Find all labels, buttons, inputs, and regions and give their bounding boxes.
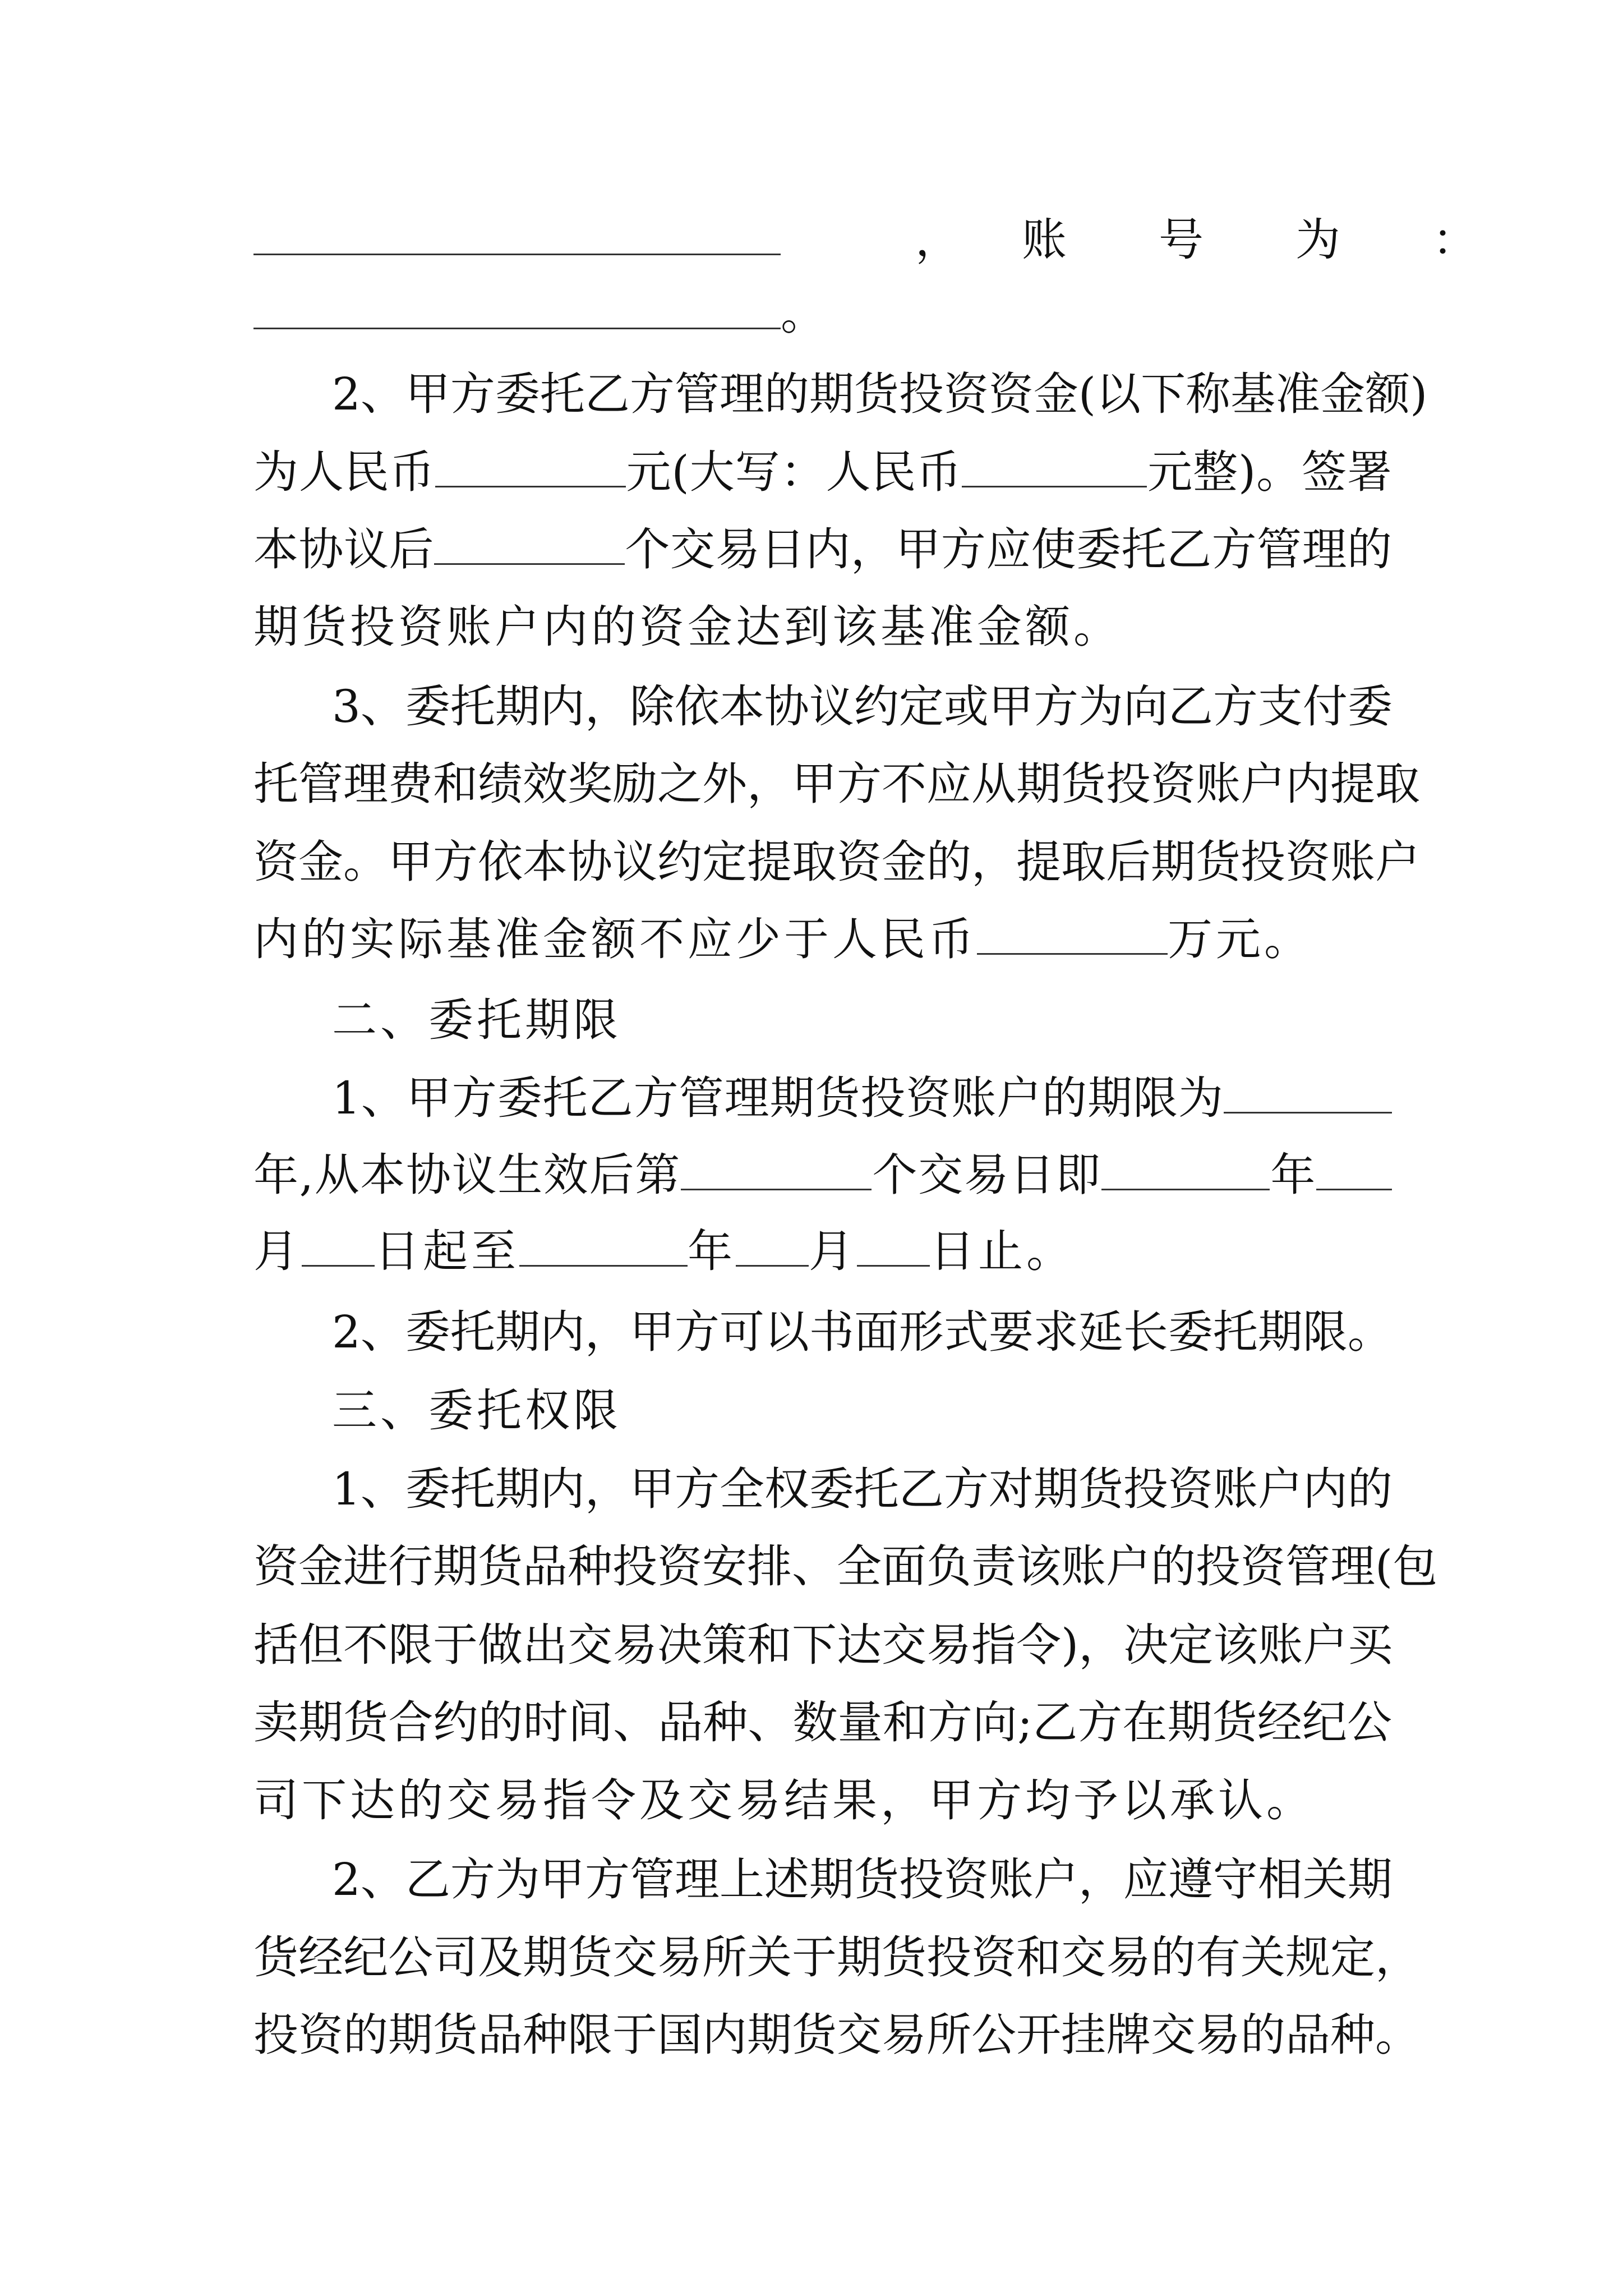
blank-trading-day: [681, 1151, 872, 1190]
paragraph-line-min-amount: 内的实际基准金额不应少于人民币 万元。: [253, 913, 1312, 965]
blank-days: [434, 525, 625, 565]
account-number-label: 账 号 为 ：: [1022, 214, 1501, 266]
blank-account-number: [253, 289, 781, 329]
paragraph-line: 括但不限于做出交易决策和下达交易指令)，决定该账户买: [253, 1619, 1393, 1671]
paragraph-line: 2、委托期内，甲方可以书面形式要求延长委托期限。: [332, 1306, 1393, 1358]
paragraph-line: 司下达的交易指令及交易结果，甲方均予以承认。: [253, 1774, 1315, 1826]
paragraph-line-term: 1、甲方委托乙方管理期货投资账户的期限为: [332, 1068, 1392, 1129]
paragraph-line: 1、委托期内，甲方全权委托乙方对期货投资账户内的: [332, 1463, 1393, 1515]
account-number-line: 。: [253, 283, 1392, 345]
blank-start-month: [1316, 1151, 1392, 1190]
paragraph-line: 资金进行期货品种投资安排、全面负责该账户的投资管理(包: [253, 1540, 1438, 1593]
section-heading: 二、委托期限: [332, 994, 621, 1046]
paragraph-line: 托管理费和绩效奖励之外，甲方不应从期货投资账户内提取: [253, 758, 1420, 810]
blank-start-day: [302, 1227, 375, 1267]
paragraph-line: 期货投资账户内的资金达到该基准金额。: [253, 601, 1122, 653]
account-line: [253, 209, 1501, 271]
paragraph-line: 资金。甲方依本协议约定提取资金的，提取后期货投资账户: [253, 836, 1420, 888]
paragraph-line: 2、乙方为甲方管理上述期货投资账户，应遵守相关期: [332, 1853, 1393, 1906]
paragraph-line: 3、委托期内，除依本协议约定或甲方为向乙方支付委: [332, 680, 1393, 733]
paragraph-line: 投资的期货品种限于国内期货交易所公开挂牌交易的品种。: [253, 2009, 1420, 2061]
blank-account-holder: [253, 215, 781, 255]
blank-end-year: [519, 1227, 688, 1267]
blank-start-year: [1101, 1151, 1270, 1190]
blank-amount-words: [962, 448, 1147, 487]
paragraph-line: 2、甲方委托乙方管理的期货投资资金(以下称基准金额): [332, 368, 1428, 420]
paragraph-line-start: 年,从本协议生效后第 个交易日即 年: [253, 1144, 1392, 1206]
blank-end-month: [736, 1227, 809, 1267]
paragraph-line: 卖期货合约的时间、品种、数量和方向;乙方在期货经纪公: [253, 1696, 1392, 1749]
blank-end-day: [857, 1227, 930, 1267]
paragraph-line-days: 本协议后 个交易日内，甲方应使委托乙方管理的: [253, 523, 1393, 576]
blank-amount: [435, 448, 626, 487]
blank-term-years: [1224, 1074, 1392, 1114]
paragraph-line-end: 月 日起至 年 月 日止。: [253, 1225, 1075, 1277]
section-heading: 三、委托权限: [332, 1384, 621, 1437]
paragraph-line-amount: 为人民币 元(大写：人民币 元整)。签署: [253, 446, 1392, 498]
blank-min-amount: [977, 915, 1168, 955]
paragraph-line: 货经纪公司及期货交易所关于期货投资和交易的有关规定，: [253, 1931, 1420, 1984]
comma: ，: [915, 214, 960, 266]
